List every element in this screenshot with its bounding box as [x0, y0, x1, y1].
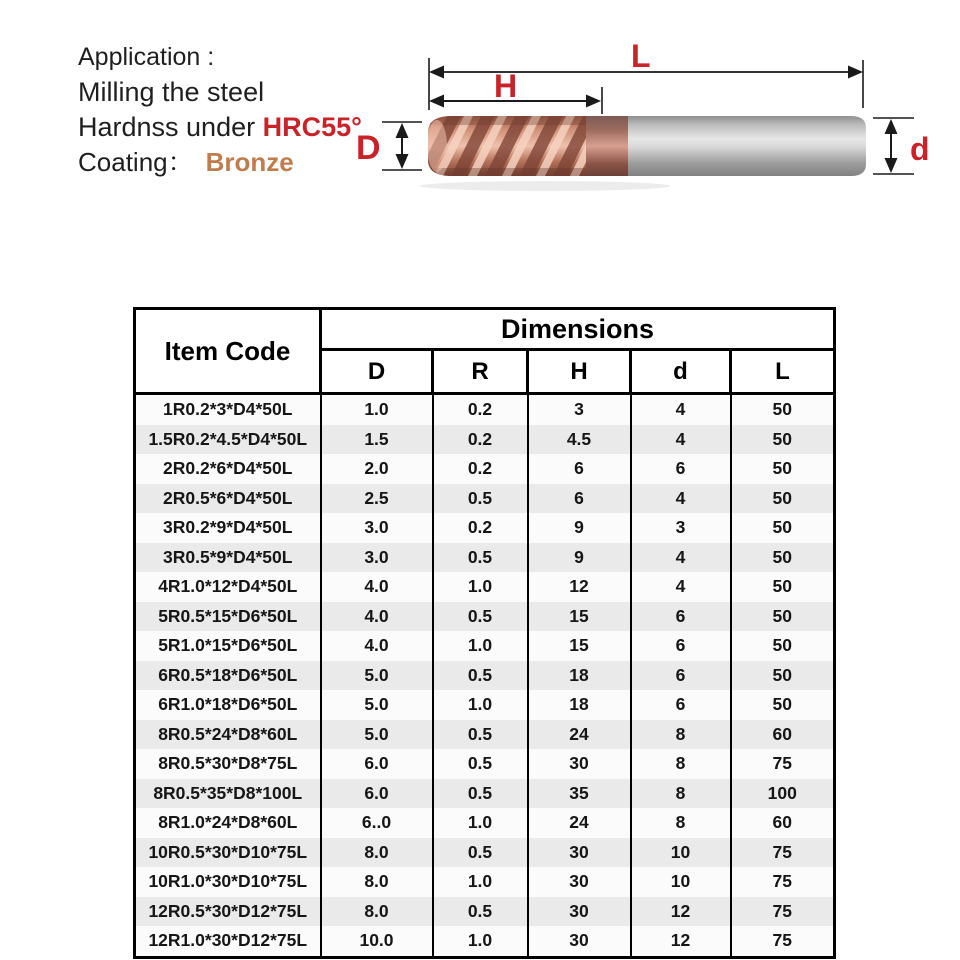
item-code-cell: 3R0.5*9*D4*50L — [163, 546, 293, 567]
dimension-cell: 4.0 — [321, 602, 433, 632]
dimension-cell: 1.0 — [433, 867, 528, 897]
dimension-cell: 5.0 — [321, 661, 433, 691]
dim-H-arrow-right — [586, 95, 601, 108]
dimension-cell: 6 — [528, 454, 631, 484]
dimension-cell: 4.5 — [528, 425, 631, 455]
table-row — [135, 779, 835, 809]
dimension-cell: 75 — [731, 897, 835, 927]
item-code-cell: 10R0.5*30*D10*75L — [148, 841, 308, 862]
table-row — [135, 749, 835, 779]
dimension-cell: 4 — [631, 394, 731, 425]
dimension-cell: 8 — [631, 749, 731, 779]
item-code-cell: 2R0.5*6*D4*50L — [163, 487, 293, 508]
dimension-cell: 30 — [528, 838, 631, 868]
item-code-cell: 8R0.5*35*D8*100L — [153, 782, 303, 803]
dimension-cell: 35 — [528, 779, 631, 809]
dimension-cell: 0.2 — [433, 454, 528, 484]
dimension-cell: 4 — [631, 425, 731, 455]
dimension-cell: 10 — [631, 838, 731, 868]
dimension-cell: 75 — [731, 926, 835, 957]
dim-L-arrow-right — [848, 66, 863, 79]
table-row — [135, 838, 835, 868]
dimension-cell: 9 — [528, 543, 631, 573]
col-header-R: R — [433, 350, 528, 394]
dimension-cell: 12 — [631, 897, 731, 927]
hardness-prefix: Hardnss under — [78, 112, 263, 142]
dimension-cell: 6 — [528, 484, 631, 514]
dim-d-arrow-up — [885, 119, 898, 134]
dimension-cell: 4 — [631, 484, 731, 514]
item-code-cell: 5R0.5*15*D6*50L — [158, 605, 298, 626]
dimension-cell: 6.0 — [321, 749, 433, 779]
dimension-cell: 0.5 — [433, 749, 528, 779]
endmill-diagram — [340, 25, 950, 215]
dimension-cell: 50 — [731, 602, 835, 632]
dimension-cell: 4 — [631, 543, 731, 573]
table-row — [135, 867, 835, 897]
item-code-cell: 8R0.5*24*D8*60L — [158, 723, 298, 744]
dimension-cell: 1.0 — [433, 690, 528, 720]
col-header-D: D — [321, 350, 433, 394]
dimension-cell: 24 — [528, 808, 631, 838]
table-row — [135, 425, 835, 455]
dim-D-arrow-up — [396, 123, 409, 138]
dimension-cell: 30 — [528, 897, 631, 927]
dimension-cell: 0.5 — [433, 838, 528, 868]
dimension-cell: 50 — [731, 484, 835, 514]
item-code-cell: 8R0.5*30*D8*75L — [158, 753, 298, 774]
dimension-cell: 0.5 — [433, 897, 528, 927]
dimension-cell: 3 — [528, 394, 631, 425]
dimension-cell: 1.0 — [433, 572, 528, 602]
application-line-milling: Milling the steel — [78, 77, 265, 107]
dimension-cell: 3.0 — [321, 513, 433, 543]
item-code-cell: 2R0.2*6*D4*50L — [163, 458, 293, 479]
dimension-cell: 0.2 — [433, 394, 528, 425]
dimension-cell: 60 — [731, 720, 835, 750]
dimensions-header: Dimensions — [321, 309, 835, 350]
dimension-cell: 50 — [731, 454, 835, 484]
item-code-cell: 1R0.2*3*D4*50L — [163, 399, 293, 420]
item-code-cell: 1.5R0.2*4.5*D4*50L — [148, 428, 308, 449]
dimension-cell: 3.0 — [321, 543, 433, 573]
item-code-cell: 5R1.0*15*D6*50L — [158, 635, 298, 656]
dimension-cell: 1.0 — [433, 631, 528, 661]
table-row — [135, 394, 835, 425]
hardness-value: HRC55° — [262, 112, 362, 142]
dimension-cell: 6.0 — [321, 779, 433, 809]
dimension-cell: 60 — [731, 808, 835, 838]
dimension-cell: 18 — [528, 661, 631, 691]
dimension-cell: 1.0 — [433, 926, 528, 957]
dimension-cell: 0.5 — [433, 779, 528, 809]
table-row — [135, 661, 835, 691]
dimension-cell: 50 — [731, 661, 835, 691]
dimension-cell: 0.2 — [433, 513, 528, 543]
dimension-cell: 2.5 — [321, 484, 433, 514]
item-code-cell: 6R1.0*18*D6*50L — [158, 694, 298, 715]
dimension-cell: 1.0 — [321, 394, 433, 425]
item-code-cell: 6R0.5*18*D6*50L — [158, 664, 298, 685]
dim-H-arrow-left — [429, 95, 444, 108]
dimension-cell: 6 — [631, 661, 731, 691]
dimension-cell: 100 — [731, 779, 835, 809]
application-info — [78, 40, 362, 180]
table-row — [135, 543, 835, 573]
dimension-cell: 2.0 — [321, 454, 433, 484]
spec-table-body — [135, 394, 835, 958]
dimension-cell: 75 — [731, 749, 835, 779]
application-heading: Application : — [78, 43, 215, 71]
table-row — [135, 484, 835, 514]
item-code-header: Item Code — [135, 309, 321, 394]
dimension-cell: 9 — [528, 513, 631, 543]
dimension-cell: 12 — [528, 572, 631, 602]
dimension-cell: 30 — [528, 926, 631, 957]
dimension-cell: 8.0 — [321, 897, 433, 927]
dimension-cell: 10 — [631, 867, 731, 897]
dimension-cell: 24 — [528, 720, 631, 750]
dimension-cell: 6 — [631, 690, 731, 720]
dimension-cell: 75 — [731, 867, 835, 897]
dimension-cell: 30 — [528, 867, 631, 897]
label-D: D — [356, 129, 381, 167]
label-d: d — [910, 131, 930, 167]
endmill-neck-ring — [586, 116, 628, 176]
dimension-cell: 50 — [731, 572, 835, 602]
spec-table-container — [133, 307, 836, 959]
table-row — [135, 926, 835, 957]
dimension-cell: 50 — [731, 690, 835, 720]
dimension-cell: 75 — [731, 838, 835, 868]
dimension-cell: 18 — [528, 690, 631, 720]
coating-value: Bronze — [205, 147, 294, 177]
coating-line — [78, 145, 362, 180]
col-header-L: L — [731, 350, 835, 394]
dimension-cell: 5.0 — [321, 690, 433, 720]
dim-d-arrow-down — [885, 158, 898, 173]
dimension-cell: 1.5 — [321, 425, 433, 455]
item-code-cell: 12R0.5*30*D12*75L — [148, 900, 308, 921]
endmill-shank — [626, 116, 866, 176]
application-line-hardness — [78, 110, 362, 145]
item-code-cell: 10R1.0*30*D10*75L — [148, 871, 308, 892]
dimension-cell: 10.0 — [321, 926, 433, 957]
spec-table — [133, 307, 836, 959]
item-code-cell: 8R1.0*24*D8*60L — [158, 812, 298, 833]
dimension-cell: 0.5 — [433, 661, 528, 691]
dim-H — [433, 87, 602, 114]
col-header-H: H — [528, 350, 631, 394]
dimension-cell: 0.5 — [433, 543, 528, 573]
dimension-cell: 5.0 — [321, 720, 433, 750]
dim-D-arrow-down — [396, 154, 409, 169]
table-row — [135, 808, 835, 838]
dimension-cell: 8 — [631, 720, 731, 750]
dimension-cell: 6 — [631, 631, 731, 661]
table-row — [135, 690, 835, 720]
table-row — [135, 631, 835, 661]
cutter-shadow — [420, 181, 670, 191]
dimension-cell: 50 — [731, 543, 835, 573]
dimension-cell: 3 — [631, 513, 731, 543]
dimension-cell: 50 — [731, 425, 835, 455]
item-code-cell: 4R1.0*12*D4*50L — [158, 576, 298, 597]
dimension-cell: 8 — [631, 808, 731, 838]
dimension-cell: 50 — [731, 394, 835, 425]
dimension-cell: 6..0 — [321, 808, 433, 838]
dimension-cell: 12 — [631, 926, 731, 957]
item-code-cell: 12R1.0*30*D12*75L — [148, 930, 308, 951]
dimension-cell: 50 — [731, 631, 835, 661]
coating-prefix: Coating： — [78, 147, 194, 177]
table-row — [135, 720, 835, 750]
table-row — [135, 454, 835, 484]
table-row — [135, 897, 835, 927]
dimension-cell: 6 — [631, 454, 731, 484]
dimension-cell: 0.5 — [433, 484, 528, 514]
table-row — [135, 572, 835, 602]
dimension-cell: 50 — [731, 513, 835, 543]
dimension-cell: 8 — [631, 779, 731, 809]
dimension-cell: 0.2 — [433, 425, 528, 455]
label-L: L — [631, 38, 651, 74]
item-code-cell: 3R0.2*9*D4*50L — [163, 517, 293, 538]
dimension-cell: 0.5 — [433, 720, 528, 750]
dimension-cell: 4.0 — [321, 631, 433, 661]
dimension-cell: 15 — [528, 602, 631, 632]
dimension-cell: 4.0 — [321, 572, 433, 602]
dimension-cell: 0.5 — [433, 602, 528, 632]
dimension-cell: 15 — [528, 631, 631, 661]
dimension-cell: 8.0 — [321, 867, 433, 897]
dimension-cell: 8.0 — [321, 838, 433, 868]
col-header-d: d — [631, 350, 731, 394]
label-H: H — [494, 68, 518, 104]
dimension-cell: 6 — [631, 602, 731, 632]
dimension-cell: 30 — [528, 749, 631, 779]
dimension-cell: 1.0 — [433, 808, 528, 838]
table-row — [135, 513, 835, 543]
table-row — [135, 602, 835, 632]
dim-L-arrow-left — [429, 66, 444, 79]
dimension-cell: 4 — [631, 572, 731, 602]
